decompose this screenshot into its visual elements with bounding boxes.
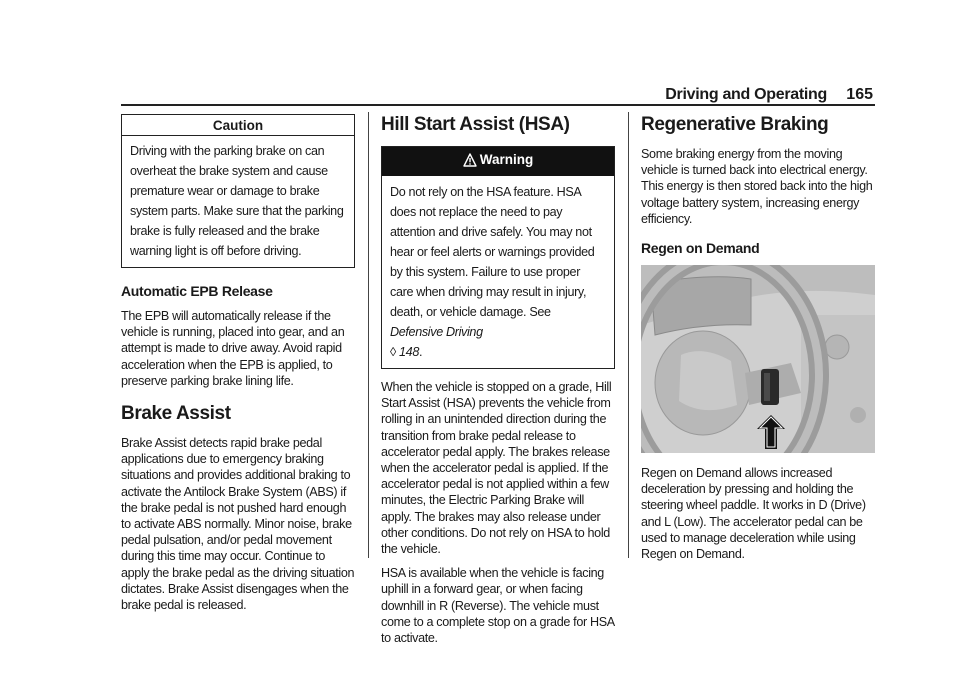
caution-box xyxy=(121,114,355,268)
page-number: 165 xyxy=(846,86,873,103)
warning-text: Do not rely on the HSA feature. HSA does not replace the need to pay attention and drive safely. You may not hear or feel alerts or warnings provided by this system. Failure to use proper care when driving may result in injury, death, or vehicle damage. See xyxy=(390,185,595,319)
warning-header xyxy=(382,147,614,176)
hsa-heading: Hill Start Assist (HSA) xyxy=(381,114,570,135)
column-middle xyxy=(381,114,615,654)
regen-on-demand-text: Regen on Demand allows increased deceleration by pressing and holding the steering wheel paddle. It works in D (Drive) and L (Low). The accelerator pedal can be used to manage deceleration while using Regen on Demand. xyxy=(641,466,866,562)
warning-triangle-icon xyxy=(463,153,477,170)
epb-heading: Automatic EPB Release xyxy=(121,283,273,299)
regen-heading: Regenerative Braking xyxy=(641,114,829,135)
warning-box xyxy=(381,146,615,369)
brake-assist-text: Brake Assist detects rapid brake pedal applications due to emergency braking situations and provides additional braking to activate the Antilock Brake System (ABS) if the brake pedal is not pushed hard enough to activate ABS normally. Minor noise, brake pedal pulsation, and/or pedal movement during this time may occur. Continue to apply the brake pedal as the driving situation dictates. Brake Assist disengages when the brake pedal is released. xyxy=(121,436,355,613)
regen-intro: Some braking energy from the moving vehicle is turned back into electrical energy. This energy is then stored back into the high voltage battery system, increasing energy efficiency. xyxy=(641,147,873,226)
ref-suffix: . xyxy=(419,345,423,359)
regen-on-demand-heading: Regen on Demand xyxy=(641,240,760,257)
brake-assist-heading: Brake Assist xyxy=(121,403,231,425)
column-divider xyxy=(628,112,629,558)
defensive-driving-link[interactable]: Defensive Driving xyxy=(390,325,483,339)
epb-text: The EPB will automatically release if the vehicle is running, placed into gear, and an attempt is made to drive away. Avoid rapid acceleration when the EPB is applied, to preserve parking brake lining life. xyxy=(121,309,345,388)
steering-wheel-paddle-icon xyxy=(641,265,875,453)
column-right xyxy=(641,114,875,570)
hsa-para-1: When the vehicle is stopped on a grade, Hill Start Assist (HSA) prevents the vehicle from rolling in an unintended direction during the transition from brake pedal release to accelerator pedal apply. The brakes release when the accelerator pedal is applied. If the accelerator pedal is not applied within a few minutes, the Electric Parking Brake will apply. The brakes may also release under other conditions. Do not rely on HSA to hold the vehicle. xyxy=(381,380,612,557)
warning-label: Warning xyxy=(479,152,534,167)
caution-text: Driving with the parking brake on can overheat the brake system and cause premature wear or damage to brake system parts. Make sure that the parking brake is fully released and the brake warning light is off before driving. xyxy=(130,144,344,258)
caution-label: Caution xyxy=(122,115,354,136)
column-divider xyxy=(368,112,369,558)
header-title: Driving and Operating xyxy=(665,86,827,103)
page-header xyxy=(121,86,875,104)
page-ref-number[interactable]: 148 xyxy=(399,345,419,359)
page-ref-icon: ◊ xyxy=(390,345,400,359)
warning-text-block xyxy=(382,176,614,368)
column-left xyxy=(121,114,355,621)
hsa-para-2: HSA is available when the vehicle is facing uphill in a forward gear, or when facing downhill in R (Reverse). The vehicle must come to a complete stop on a grade for HSA to activate. xyxy=(381,566,615,646)
header-rule xyxy=(121,104,875,106)
